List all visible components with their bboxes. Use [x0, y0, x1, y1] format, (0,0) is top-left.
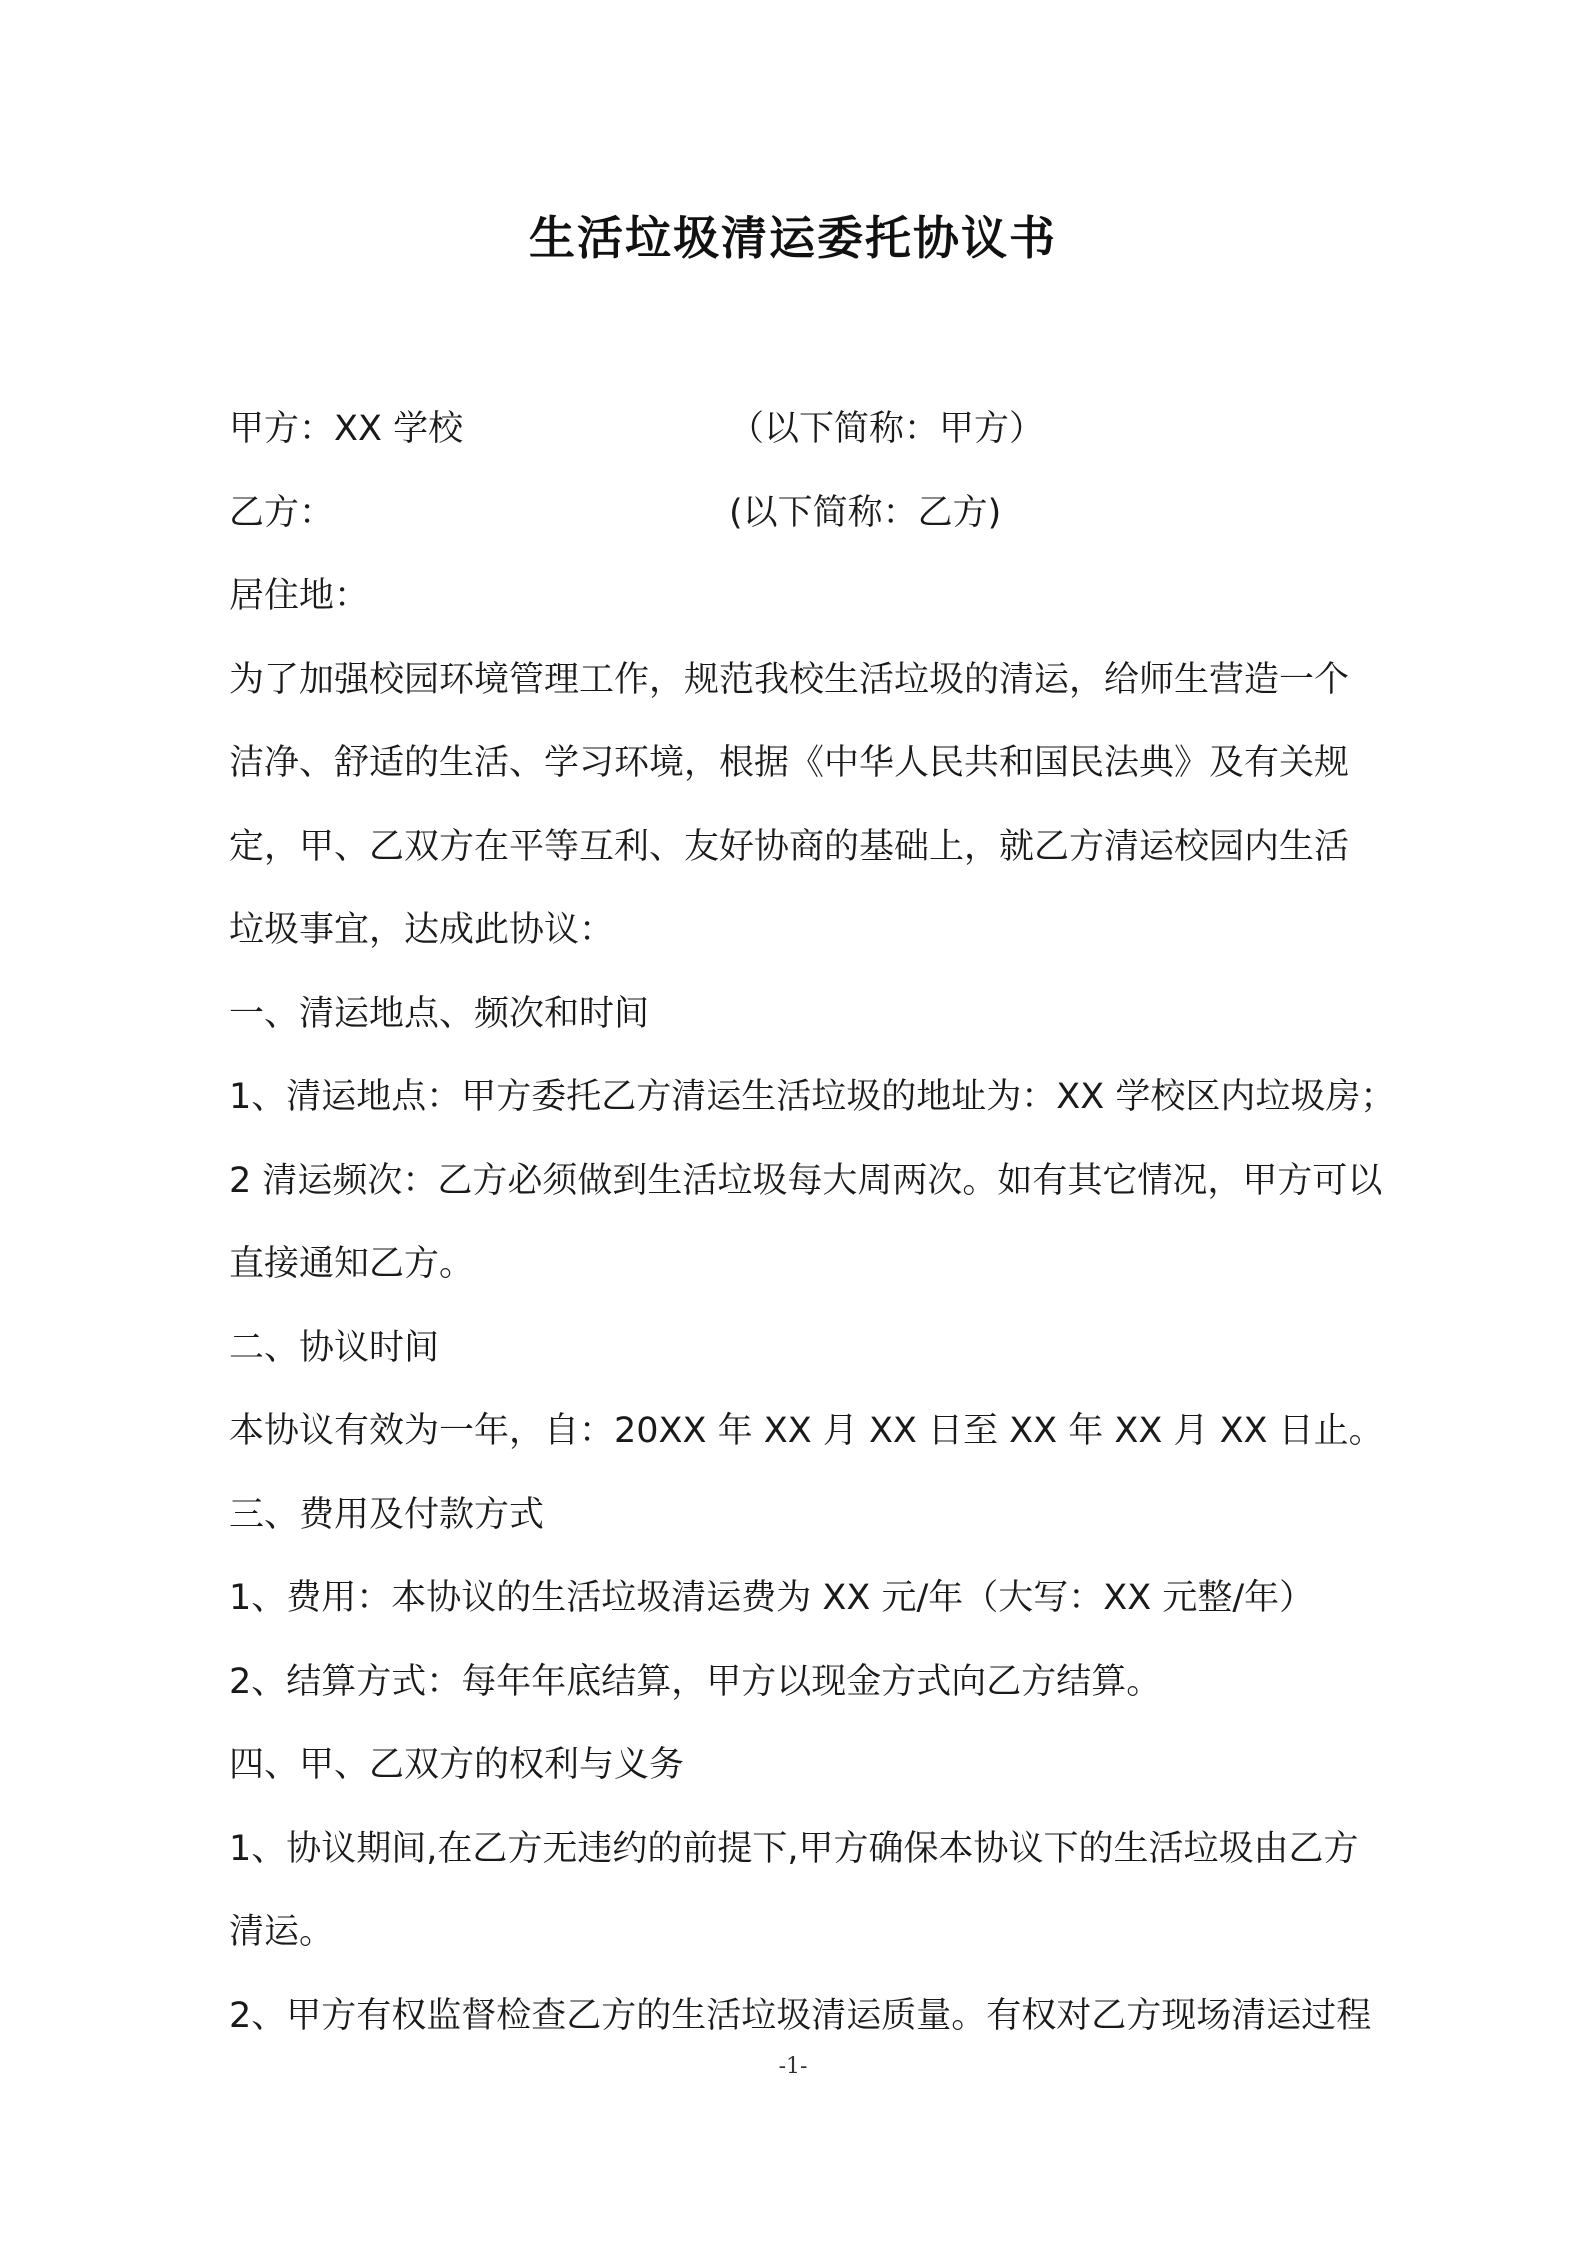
preamble-line: 垃圾事宜，达成此协议：	[229, 910, 615, 950]
section-3-line: 2、结算方式：每年年底结算，甲方以现金方式向乙方结算。	[229, 1662, 1162, 1702]
section-4-line: 2、甲方有权监督检查乙方的生活垃圾清运质量。有权对乙方现场清运过程	[229, 1996, 1372, 2036]
section-2-heading: 二、协议时间	[229, 1328, 440, 1368]
section-4-heading: 四、甲、乙双方的权利与义务	[229, 1745, 685, 1785]
residence-line: 居住地：	[229, 576, 370, 616]
party-a-name: 甲方：XX 学校	[229, 409, 464, 449]
section-4-line: 1、协议期间,在乙方无违约的前提下,甲方确保本协议下的生活垃圾由乙方	[229, 1829, 1359, 1869]
section-3-heading: 三、费用及付款方式	[229, 1495, 545, 1535]
section-4-line: 清运。	[229, 1912, 335, 1952]
preamble-line: 定，甲、乙双方在平等互利、友好协商的基础上，就乙方清运校园内生活	[229, 827, 1350, 867]
section-3-line: 1、费用：本协议的生活垃圾清运费为 XX 元/年（大写：XX 元整/年）	[229, 1578, 1315, 1618]
party-b-alias: (以下简称：乙方)	[729, 493, 1002, 533]
preamble-line: 洁净、舒适的生活、学习环境，根据《中华人民共和国民法典》及有关规	[229, 743, 1350, 783]
section-1-line: 直接通知乙方。	[229, 1244, 475, 1284]
section-1-line: 2 清运频次：乙方必须做到生活垃圾每大周两次。如有其它情况，甲方可以	[229, 1161, 1383, 1201]
party-a-alias: （以下简称：甲方）	[729, 409, 1045, 449]
section-2-line: 本协议有效为一年，自：20XX 年 XX 月 XX 日至 XX 年 XX 月 XX 日止。	[229, 1411, 1384, 1451]
section-1-line: 1、清运地点：甲方委托乙方清运生活垃圾的地址为：XX 学校区内垃圾房；	[229, 1077, 1396, 1117]
party-b-name: 乙方：	[229, 493, 335, 533]
preamble-line: 为了加强校园环境管理工作，规范我校生活垃圾的清运，给师生营造一个	[229, 660, 1350, 700]
page-number: -1-	[778, 2054, 808, 2079]
document-title: 生活垃圾清运委托协议书	[529, 211, 1057, 265]
section-1-heading: 一、清运地点、频次和时间	[229, 994, 650, 1034]
